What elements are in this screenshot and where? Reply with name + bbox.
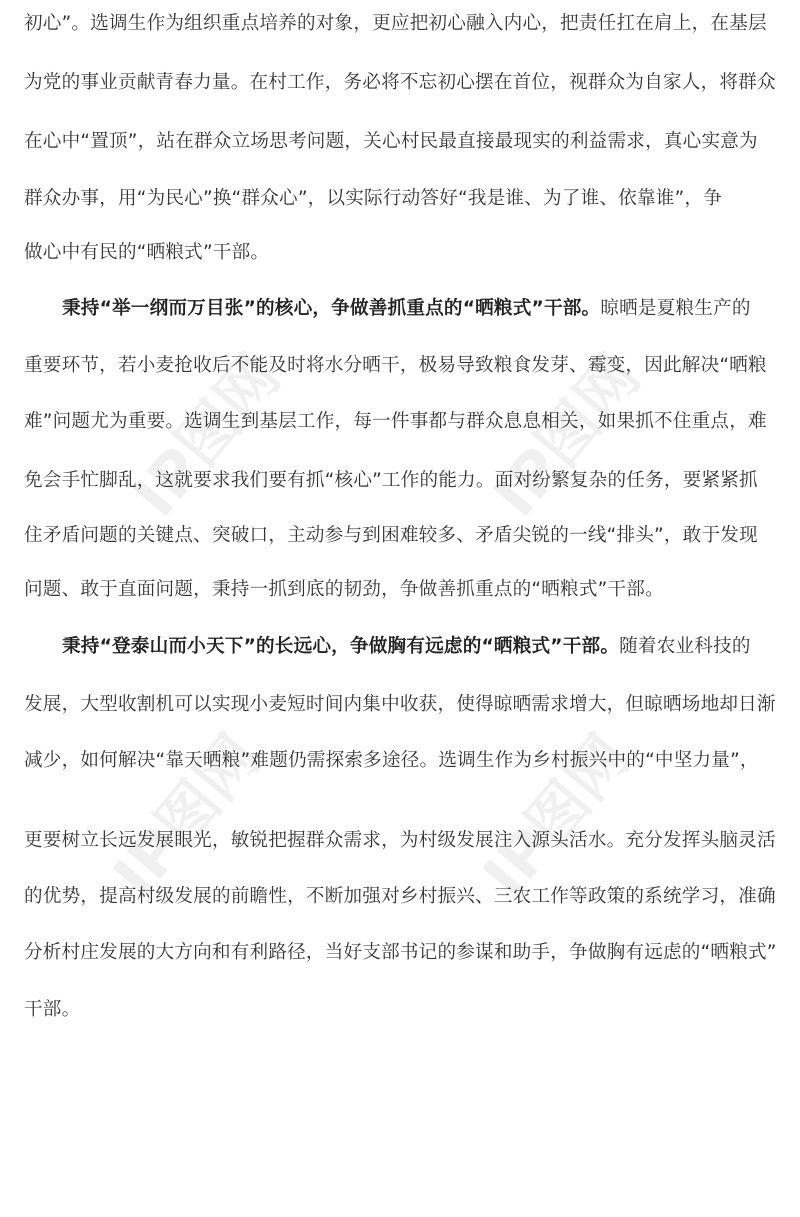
line-text: 做心中有民的“晒粮式”干部。 xyxy=(24,242,270,263)
text-line xyxy=(24,884,776,910)
text-line xyxy=(24,409,776,435)
text-line xyxy=(24,70,776,96)
text-line xyxy=(24,692,776,718)
text-line xyxy=(24,186,776,212)
bold-heading: 秉持“举一纲而万目张”的核心，争做善抓重点的“晒粮式”干部。 xyxy=(62,298,601,319)
text-line xyxy=(24,940,776,966)
line-text: 初心”。选调生作为组织重点培养的对象，更应把初心融入内心，把责任扛在肩上，在基层 xyxy=(24,13,767,34)
watermark: IP图网 xyxy=(470,722,644,911)
line-text: 干部。 xyxy=(24,999,81,1020)
line-text: 难”问题尤为重要。选调生到基层工作，每一件事都与群众息息相关，如果抓不住重点，难 xyxy=(24,411,767,432)
text-line xyxy=(24,523,776,549)
line-text: 住矛盾问题的关键点、突破口，主动参与到困难较多、矛盾尖锐的一线“排头”，敢于发现 xyxy=(24,525,758,546)
line-text: 随着农业科技的 xyxy=(619,636,751,657)
paragraph-heading-line xyxy=(62,296,776,322)
paragraph-heading-line xyxy=(62,634,776,660)
line-text: 晾晒是夏粮生产的 xyxy=(600,298,751,319)
text-line xyxy=(24,748,776,774)
line-text: 群众办事，用“为民心”换“群众心”，以实际行动答好“我是谁、为了谁、依靠谁”，争 xyxy=(24,188,722,209)
text-line xyxy=(24,353,776,379)
line-text: 在心中“置顶”，站在群众立场思考问题，关心村民最直接最现实的利益需求，真心实意为 xyxy=(24,131,758,152)
line-text: 问题、敢于直面问题，秉持一抓到底的韧劲，争做善抓重点的“晒粮式”干部。 xyxy=(24,579,664,600)
line-text: 更要树立长远发展眼光，敏锐把握群众需求，为村级发展注入源头活水。充分发挥头脑灵活 xyxy=(24,830,776,851)
line-text: 重要环节，若小麦抢收后不能及时将水分晒干，极易导致粮食发芽、霉变，因此解决“晒粮 xyxy=(24,355,767,376)
text-line xyxy=(24,129,776,155)
bold-heading: 秉持“登泰山而小天下”的长远心，争做胸有远虑的“晒粮式”干部。 xyxy=(62,636,620,657)
text-line xyxy=(24,828,776,854)
watermark: IP图网 xyxy=(100,722,274,911)
text-line xyxy=(24,468,776,494)
line-text: 减少，如何解决“靠天晒粮”难题仍需探索多途径。选调生作为乡村振兴中的“中坚力量”， xyxy=(24,750,759,771)
text-line xyxy=(24,997,776,1023)
line-text: 为党的事业贡献青春力量。在村工作，务必将不忘初心摆在首位，视群众为自家人，将群众 xyxy=(24,72,776,93)
watermark: IP图网 xyxy=(480,342,654,531)
watermark: IP图网 xyxy=(120,342,294,531)
line-text: 分析村庄发展的大方向和有利路径，当好支部书记的参谋和助手，争做胸有远虑的“晒粮式” xyxy=(24,942,777,963)
text-line xyxy=(24,577,776,603)
line-text: 发展，大型收割机可以实现小麦短时间内集中收获，使得晾晒需求增大，但晾晒场地却日渐 xyxy=(24,694,776,715)
line-text: 的优势，提高村级发展的前瞻性，不断加强对乡村振兴、三农工作等政策的系统学习，准确 xyxy=(24,886,776,907)
text-line xyxy=(24,11,776,37)
text-line xyxy=(24,240,776,266)
line-text: 免会手忙脚乱，这就要求我们要有抓“核心”工作的能力。面对纷繁复杂的任务，要紧紧抓 xyxy=(24,470,758,491)
